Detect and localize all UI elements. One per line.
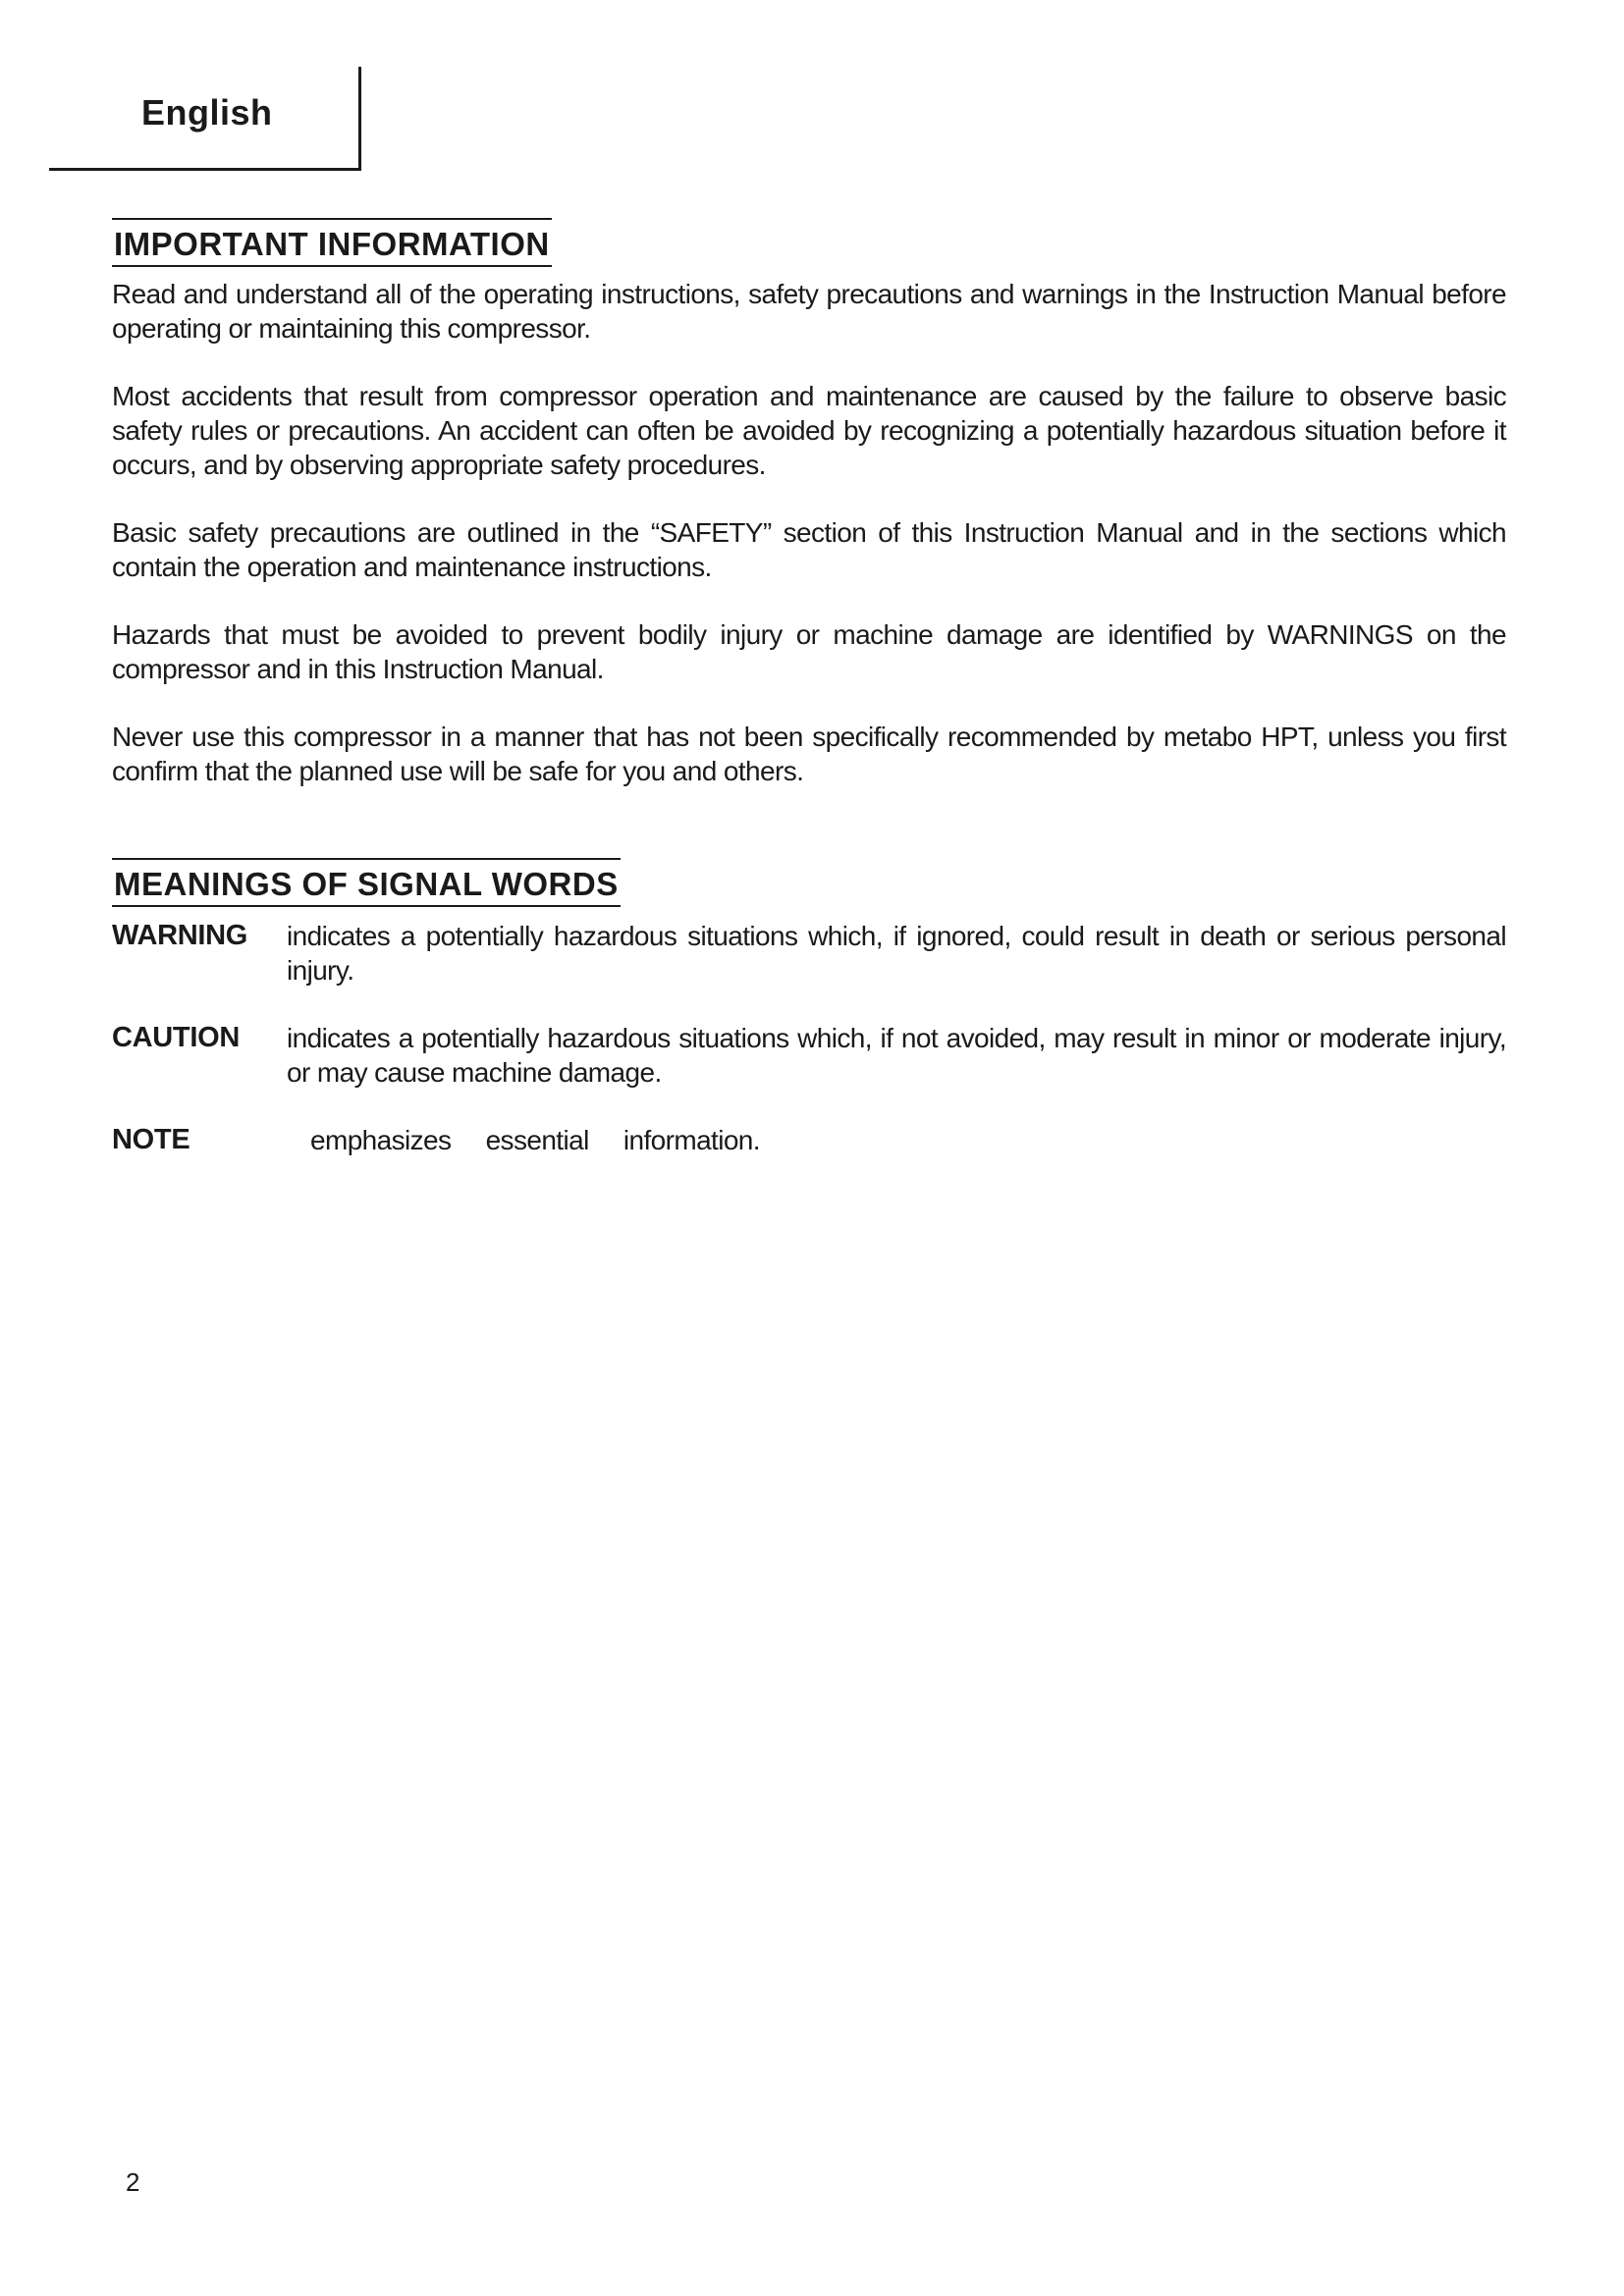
paragraph: Hazards that must be avoided to prevent bodily injury or machine damage are identified by WARNINGS on the compressor and in this Instruction Manual. (112, 619, 1506, 684)
paragraph: Read and understand all of the operating instructions, safety precautions and warnings in the Instruction Manual before operating or maintaining this compressor. (112, 279, 1506, 344)
signal-word-warning (112, 919, 1506, 988)
signal-word-caution (112, 1021, 1506, 1090)
language-tab (49, 67, 361, 171)
signal-term: WARNING (112, 920, 248, 951)
paragraph: Basic safety precautions are outlined in the “SAFETY” section of this Instruction Manual and in the sections which contain the operation and maintenance instructions. (112, 517, 1506, 582)
paragraph: Most accidents that result from compressor operation and maintenance are caused by the failure to observe basic safety rules or precautions. An accident can often be avoided by recognizing a potentially hazardous situation before it occurs, and by observing appropriate safety procedures. (112, 381, 1506, 480)
paragraph: Never use this compressor in a manner that has not been specifically recommended by metabo HPT, unless you first confirm that the planned use will be safe for you and others. (112, 721, 1506, 786)
language-label: English (141, 92, 273, 133)
section-heading-important-information: IMPORTANT INFORMATION (112, 218, 552, 267)
signal-definition: emphasizes essential information. (310, 1125, 760, 1155)
important-information-section (112, 218, 1506, 822)
page-number: 2 (126, 2167, 140, 2197)
signal-word-note (112, 1123, 1506, 1157)
signal-words-section (112, 858, 1506, 1191)
signal-definition: indicates a potentially hazardous situations which, if ignored, could result in death or serious personal injury. (287, 921, 1506, 986)
signal-definition: indicates a potentially hazardous situations which, if not avoided, may result in minor or moderate injury, or may cause machine damage. (287, 1023, 1506, 1088)
signal-term: CAUTION (112, 1022, 241, 1053)
signal-term: NOTE (112, 1124, 190, 1155)
section-heading-signal-words: MEANINGS OF SIGNAL WORDS (112, 858, 621, 907)
